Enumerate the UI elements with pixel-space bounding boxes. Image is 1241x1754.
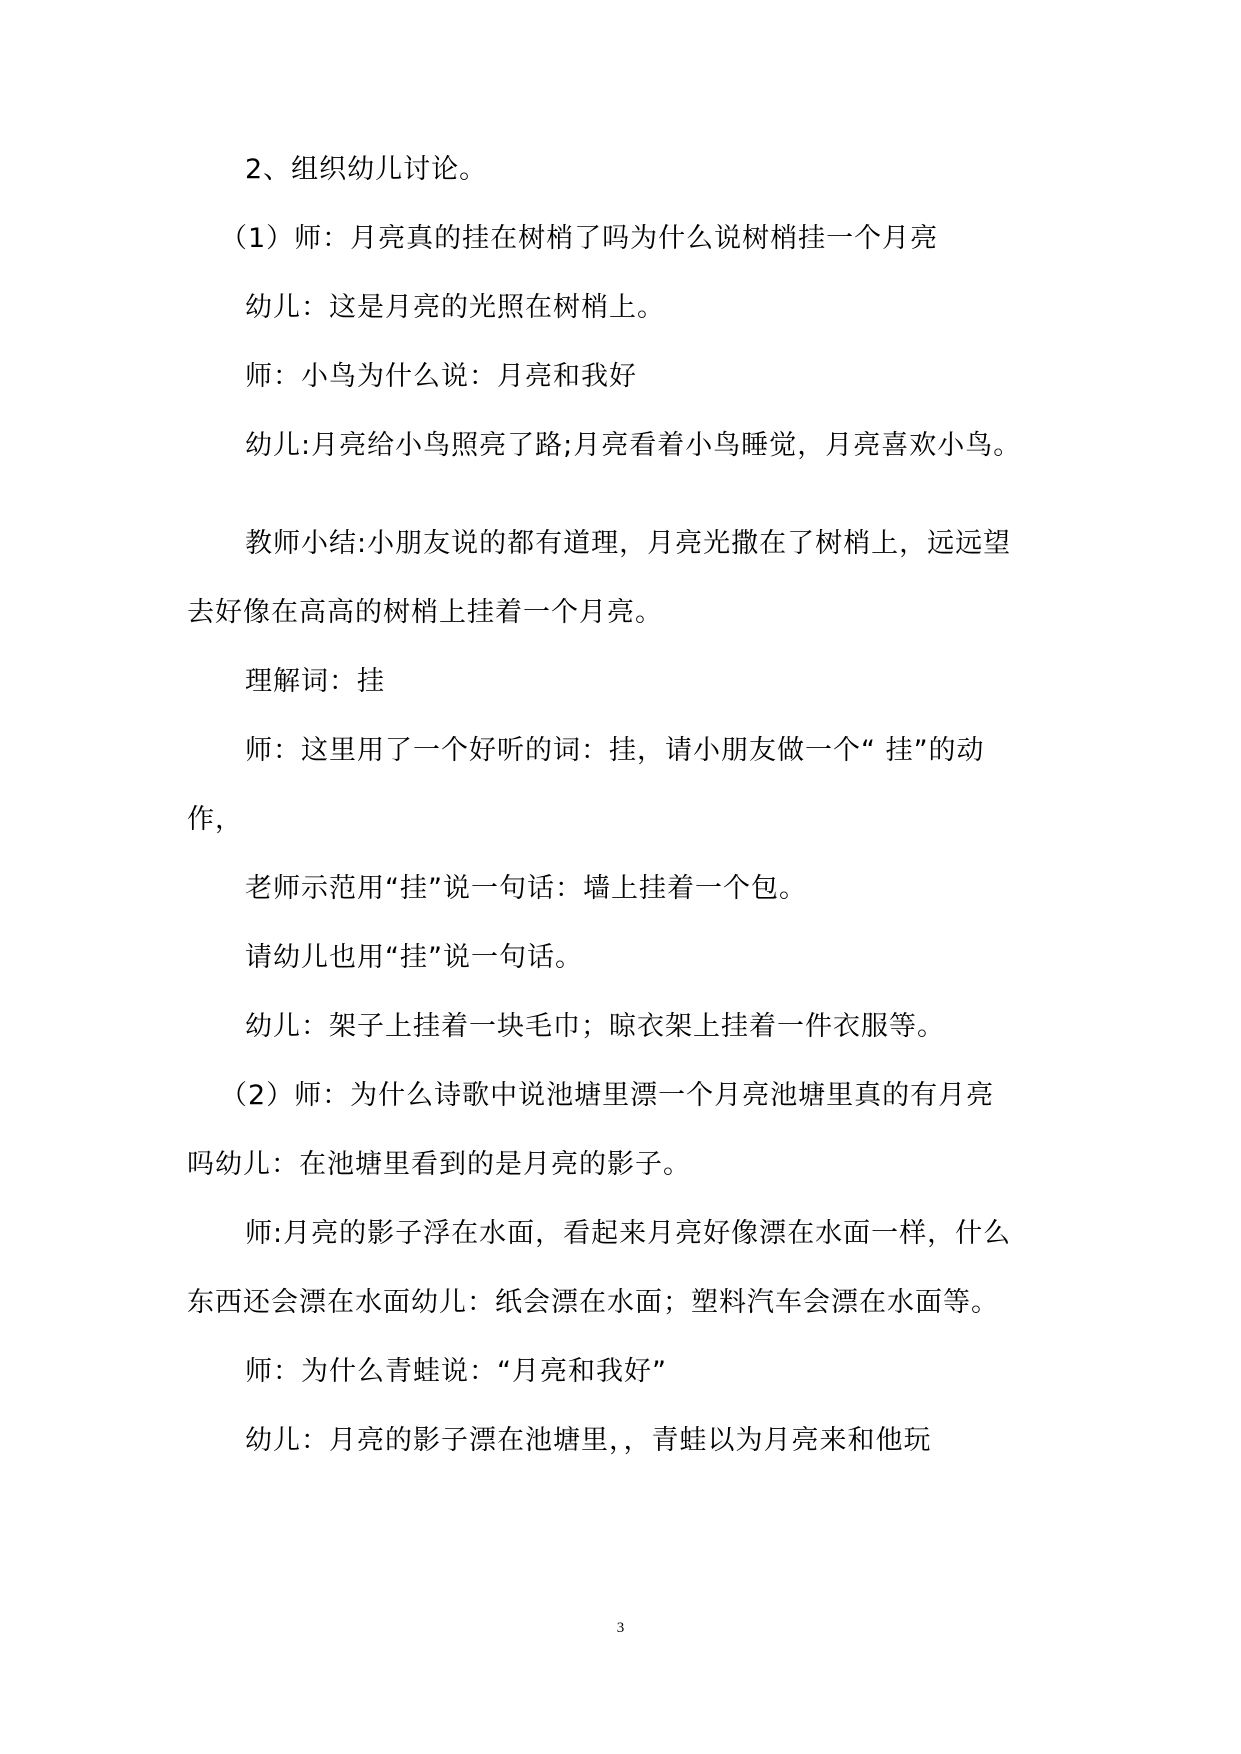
paragraph-line: 师：小鸟为什么说：月亮和我好: [245, 361, 637, 392]
paragraph-line: 教师小结:小朋友说的都有道理，月亮光撒在了树梢上，远远望: [245, 528, 1012, 559]
paragraph-line: 老师示范用“挂”说一句话：墙上挂着一个包。: [245, 873, 807, 904]
paragraph-line: 吗幼儿：在池塘里看到的是月亮的影子。: [187, 1149, 691, 1180]
paragraph-line: （1）师：月亮真的挂在树梢了吗为什么说树梢挂一个月亮: [220, 223, 939, 254]
paragraph-line: 请幼儿也用“挂”说一句话。: [245, 942, 583, 973]
paragraph-line: 师：这里用了一个好听的词：挂，请小朋友做一个“ 挂”的动: [245, 735, 985, 766]
page-number: 3: [616, 1620, 625, 1636]
paragraph-line: 幼儿：月亮的影子漂在池塘里，，青蛙以为月亮来和他玩: [245, 1425, 932, 1456]
paragraph-line: （2）师：为什么诗歌中说池塘里漂一个月亮池塘里真的有月亮: [220, 1080, 995, 1111]
paragraph-line: 师:月亮的影子浮在水面，看起来月亮好像漂在水面一样，什么: [245, 1218, 1012, 1249]
paragraph-line: 幼儿：这是月亮的光照在树梢上。: [245, 292, 665, 323]
paragraph-line: 幼儿:月亮给小鸟照亮了路;月亮看着小鸟睡觉，月亮喜欢小鸟。: [245, 430, 1022, 461]
paragraph-line: 2、组织幼儿讨论。: [245, 154, 488, 185]
paragraph-line: 理解词：挂: [245, 666, 385, 697]
paragraph-line: 幼儿：架子上挂着一块毛巾；晾衣架上挂着一件衣服等。: [245, 1011, 945, 1042]
paragraph-line: 作，: [187, 804, 243, 835]
paragraph-line: 东西还会漂在水面幼儿：纸会漂在水面；塑料汽车会漂在水面等。: [187, 1287, 999, 1318]
paragraph-line: 师：为什么青蛙说：“月亮和我好”: [245, 1356, 667, 1387]
paragraph-line: 去好像在高高的树梢上挂着一个月亮。: [187, 597, 663, 628]
